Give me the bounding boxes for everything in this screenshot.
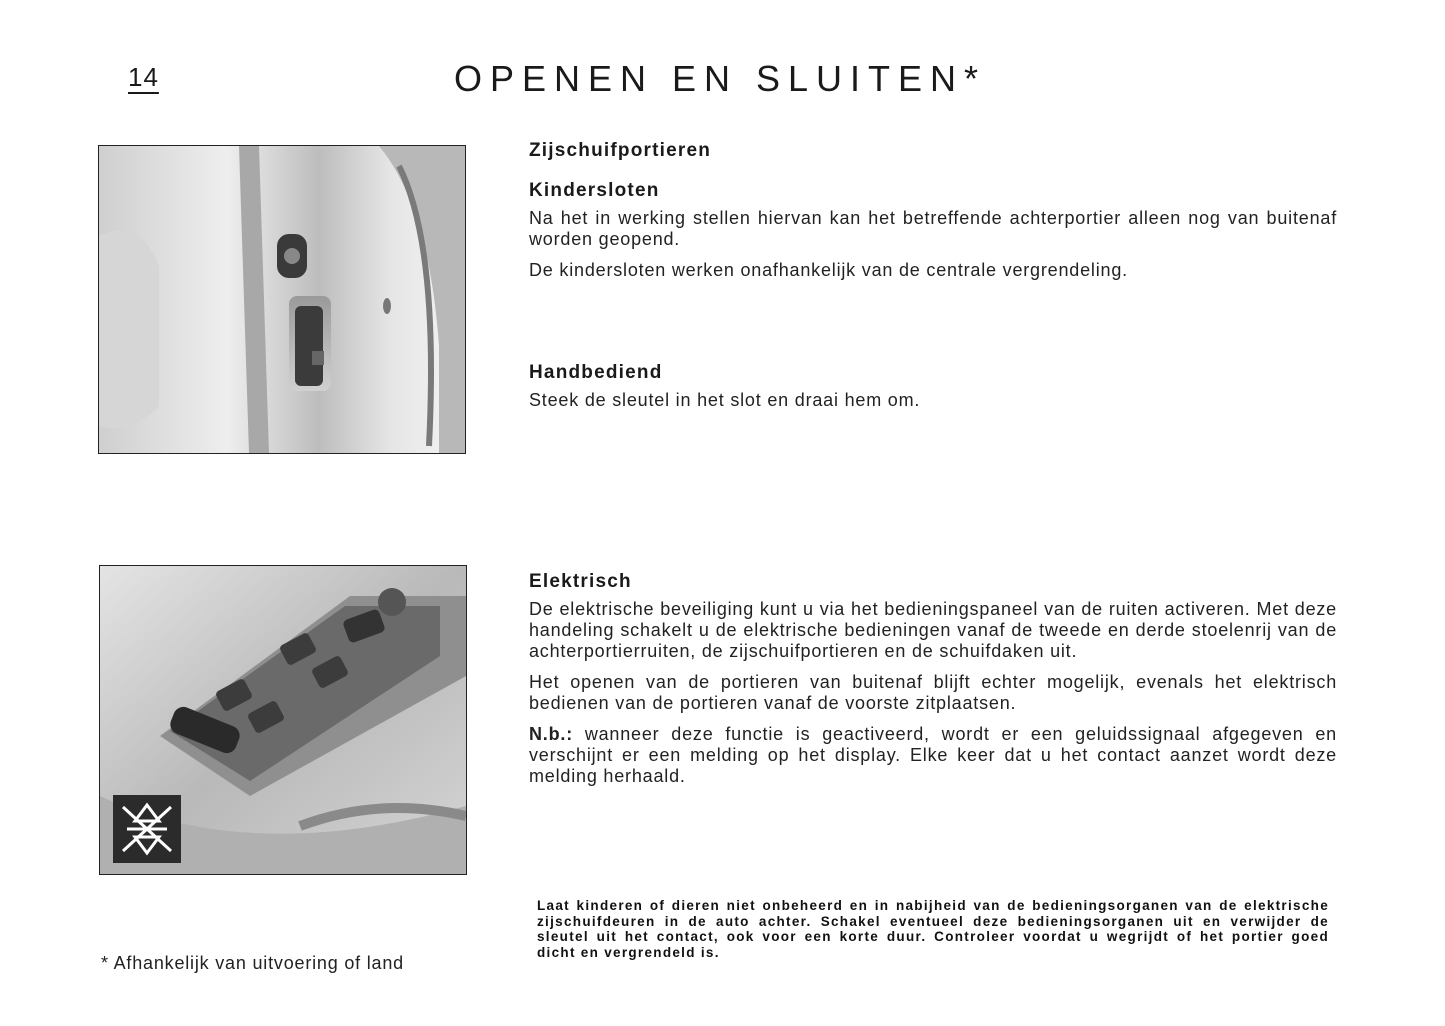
elektrisch-note	[529, 724, 1337, 787]
note-text: wanneer deze functie is geactiveerd, wordt er een geluidssignaal afgegeven en verschijnt er een melding op het display. Elke keer dat u het contact aanzet wordt deze melding herhaald.	[529, 724, 1337, 786]
child-lock-disabled-icon	[113, 795, 181, 863]
heading-kindersloten: Kindersloten	[529, 180, 660, 201]
section-kindersloten	[529, 140, 1337, 281]
heading-elektrisch: Elektrisch	[529, 571, 632, 592]
kindersloten-paragraph-1: Na het in werking stellen hiervan kan het betreffende achterportier alleen nog van buitenaf worden geopend.	[529, 208, 1337, 249]
safety-warning: Laat kinderen of dieren niet onbeheerd en in nabijheid van de bedieningsorganen van de elektrische zijschuifdeuren in de auto achter. Schakel eventueel deze bedieningsorganen uit en verwijder de sleutel uit het contact, ook voor een korte duur. Controleer voordat u wegrijdt of het portier goed dicht en vergrendeld is.	[537, 898, 1329, 960]
section-handbediend	[529, 362, 1337, 411]
elektrisch-paragraph-2: Het openen van de portieren van buitenaf blijft echter mogelijk, evenals het elektrisch bedienen van de portieren vanaf de voorste zitplaatsen.	[529, 672, 1337, 713]
heading-zijschuifportieren: Zijschuifportieren	[529, 140, 712, 161]
heading-handbediend: Handbediend	[529, 362, 663, 383]
page-number: 14	[128, 62, 159, 92]
kindersloten-paragraph-2: De kindersloten werken onafhankelijk van de centrale vergrendeling.	[529, 260, 1128, 280]
page-title: OPENEN EN SLUITEN*	[453, 58, 987, 99]
door-child-lock-photo	[98, 145, 466, 454]
elektrisch-paragraph-1: De elektrische beveiliging kunt u via het bedieningspaneel van de ruiten activeren. Met deze handeling schakelt u de elektrische bedieningen vanaf de tweede en derde stoelenrij van de achterportierruiten, de zijschuifportieren en de schuifdaken uit.	[529, 599, 1337, 661]
handbediend-paragraph: Steek de sleutel in het slot en draai hem om.	[529, 390, 921, 410]
section-elektrisch	[529, 571, 1337, 787]
note-label: N.b.:	[529, 724, 573, 744]
window-control-panel-photo	[99, 565, 467, 875]
footnote: * Afhankelijk van uitvoering of land	[101, 953, 404, 973]
